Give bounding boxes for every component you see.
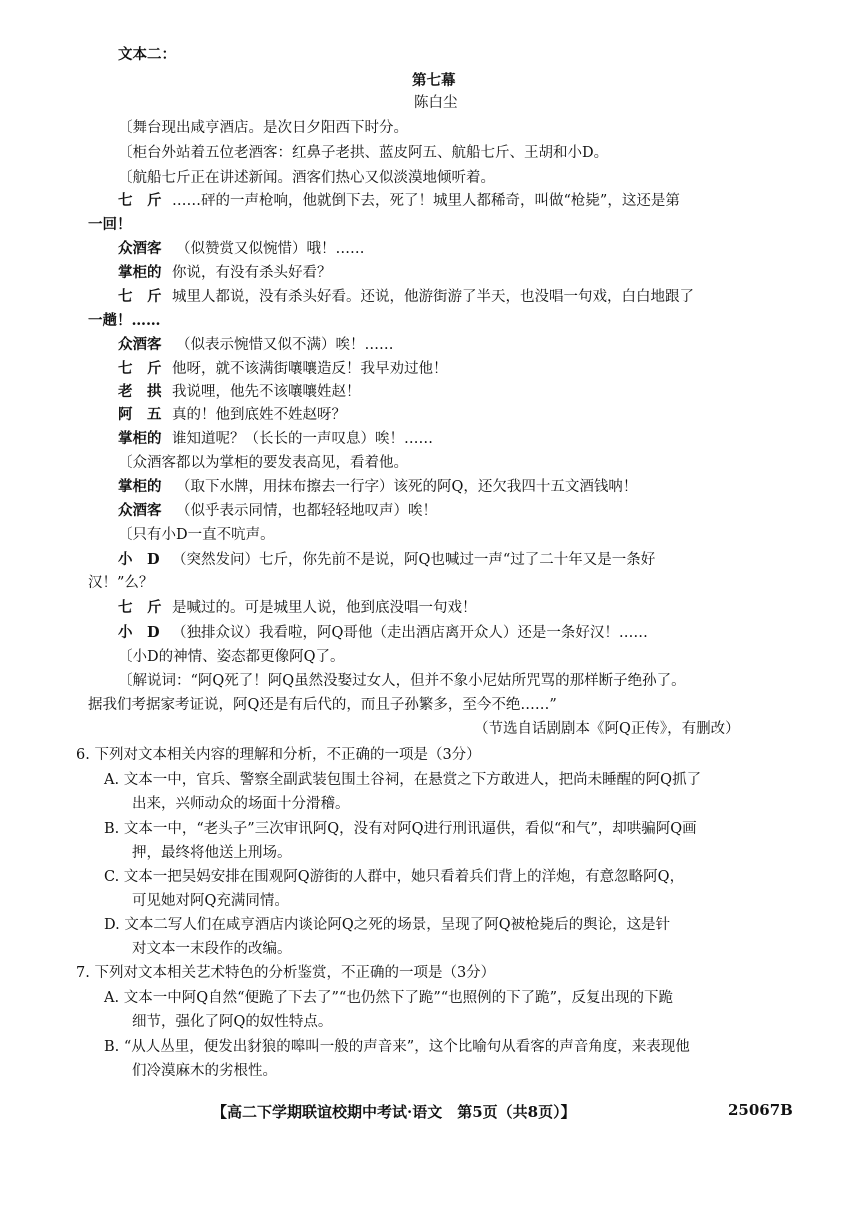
stage-direction: 〔舞台现出咸亨酒店。是次日夕阳西下时分。 [118, 120, 408, 136]
option-7a: A. 文本一中阿Q自然“便跪了下去了”“也仍然下了跪”“也照例的下了跪”，反复出现的下跪 [104, 990, 674, 1006]
dialogue-line [118, 286, 694, 308]
stage-direction: 〔航船七斤正在讲述新闻。酒客们热心又似淡漠地倾听着。 [118, 170, 495, 186]
speech-cont: 一趟！…… [88, 312, 161, 329]
speech-cont: 汉！”么？ [88, 575, 154, 591]
dialogue-line [118, 428, 433, 450]
question-7-stem: 7. 下列对文本相关艺术特色的分析鉴赏，不正确的一项是（3分） [76, 965, 496, 981]
source-note: （节选自话剧剧本《阿Q正传》，有删改） [474, 721, 740, 737]
dialogue-line [118, 358, 448, 380]
speaker: 老 拱 [118, 383, 162, 400]
option-7b-cont: 们冷漠麻木的劣根性。 [132, 1063, 277, 1079]
speech: 谁知道呢？（长长的一声叹息）唉！…… [172, 431, 433, 447]
speaker: 七 斤 [118, 192, 162, 209]
speaker: 阿 五 [118, 406, 162, 423]
speaker: 掌柜的 [118, 478, 162, 495]
exam-code: 25067B [728, 1101, 793, 1119]
speaker: 小 D [118, 551, 160, 568]
dialogue-line [118, 500, 437, 522]
option-6c-cont: 可见她对阿Q充满同情。 [132, 893, 289, 909]
stage-direction: 〔柜台外站着五位老酒客：红鼻子老拱、蓝皮阿五、航船七斤、王胡和小D。 [118, 145, 609, 161]
option-6a-cont: 出来，兴师动众的场面十分滑稽。 [132, 796, 350, 812]
speech: 他呀，就不该满街嚷嚷造反！我早劝过他！ [172, 361, 448, 377]
option-6d-cont: 对文本一末段作的改编。 [132, 941, 292, 957]
option-6d: D. 文本二写人们在咸亨酒店内谈论阿Q之死的场景，呈现了阿Q被枪毙后的舆论，这是针 [104, 917, 671, 933]
speech: （取下水牌，用抹布擦去一行字）该死的阿Q，还欠我四十五文酒钱呐！ [176, 479, 638, 495]
dialogue-line [118, 190, 680, 212]
speaker: 七 斤 [118, 599, 162, 616]
speaker: 小 D [118, 624, 160, 641]
speaker: 众酒客 [118, 240, 162, 257]
speaker: 七 斤 [118, 360, 162, 377]
option-6c: C. 文本一把吴妈安排在围观阿Q游街的人群中，她只看着兵们背上的洋炮，有意忽略阿Q， [104, 869, 685, 885]
dialogue-line [118, 238, 365, 260]
speaker: 七 斤 [118, 288, 162, 305]
speech: （突然发问）七斤，你先前不是说，阿Q也喊过一声“过了二十年又是一条好 [172, 552, 656, 568]
dialogue-line [118, 262, 332, 284]
narration: 〔解说词：“阿Q死了！阿Q虽然没娶过女人，但并不象小尼姑所咒骂的那样断子绝孙了。 [118, 673, 686, 689]
speech: 我说哩，他先不该嚷嚷姓赵！ [172, 384, 361, 400]
author: 陈白尘 [414, 95, 458, 111]
dialogue-line [118, 549, 655, 571]
speaker: 掌柜的 [118, 264, 162, 281]
speech: （似表示惋惜又似不满）唉！…… [176, 337, 394, 353]
stage-direction: 〔只有小D一直不吭声。 [118, 527, 275, 543]
speech: 你说，有没有杀头好看？ [172, 265, 332, 281]
option-6a: A. 文本一中，官兵、警察全副武装包围土谷祠，在悬赏之下方敢进人，把尚未睡醒的阿Q抓了 [104, 772, 702, 788]
page-footer: 【高二下学期联谊校期中考试·语文 第5页（共8页）】 [212, 1103, 576, 1121]
question-6-stem: 6. 下列对文本相关内容的理解和分析，不正确的一项是（3分） [76, 747, 481, 763]
dialogue-line [118, 404, 346, 426]
speech: 是喊过的。可是城里人说，他到底没唱一句戏！ [172, 600, 477, 616]
speaker: 众酒客 [118, 502, 162, 519]
speech: （似乎表示同情，也都轻轻地叹声）唉！ [176, 503, 437, 519]
dialogue-line [118, 476, 637, 498]
narration-cont: 据我们考据家考证说，阿Q还是有后代的，而且子孙繁多，至今不绝……” [88, 697, 557, 713]
speech: 真的！他到底姓不姓赵呀？ [172, 407, 346, 423]
stage-direction: 〔小D的神情、姿态都更像阿Q了。 [118, 649, 345, 665]
speech: （似赞赏又似惋惜）哦！…… [176, 241, 365, 257]
speech: 城里人都说，没有杀头好看。还说，他游街游了半天，也没唱一句戏，白白地跟了 [172, 289, 694, 305]
text2-label: 文本二： [118, 46, 176, 63]
dialogue-line [118, 597, 477, 619]
speaker: 众酒客 [118, 336, 162, 353]
option-6b: B. 文本一中，“老头子”三次审讯阿Q，没有对阿Q进行刑讯逼供，看似“和气”，却哄骗阿Q画 [104, 821, 697, 837]
option-7b: B. “从人丛里，便发出豺狼的嗥叫一般的声音来”，这个比喻句从看客的声音角度，来表现他 [104, 1039, 690, 1055]
speech-cont: 一回！ [88, 216, 132, 233]
stage-direction: 〔众酒客都以为掌柜的要发表高见，看着他。 [118, 455, 408, 471]
dialogue-line [118, 334, 394, 356]
act-title: 第七幕 [412, 72, 456, 89]
dialogue-line [118, 622, 648, 644]
speaker: 掌柜的 [118, 430, 162, 447]
option-7a-cont: 细节，强化了阿Q的奴性特点。 [132, 1014, 333, 1030]
speech: ……砰的一声枪响，他就倒下去，死了！城里人都稀奇，叫做“枪毙”，这还是第 [172, 193, 680, 209]
option-6b-cont: 押，最终将他送上刑场。 [132, 845, 292, 861]
dialogue-line [118, 381, 361, 403]
speech: （独排众议）我看啦，阿Q哥他（走出酒店离开众人）还是一条好汉！…… [172, 625, 648, 641]
